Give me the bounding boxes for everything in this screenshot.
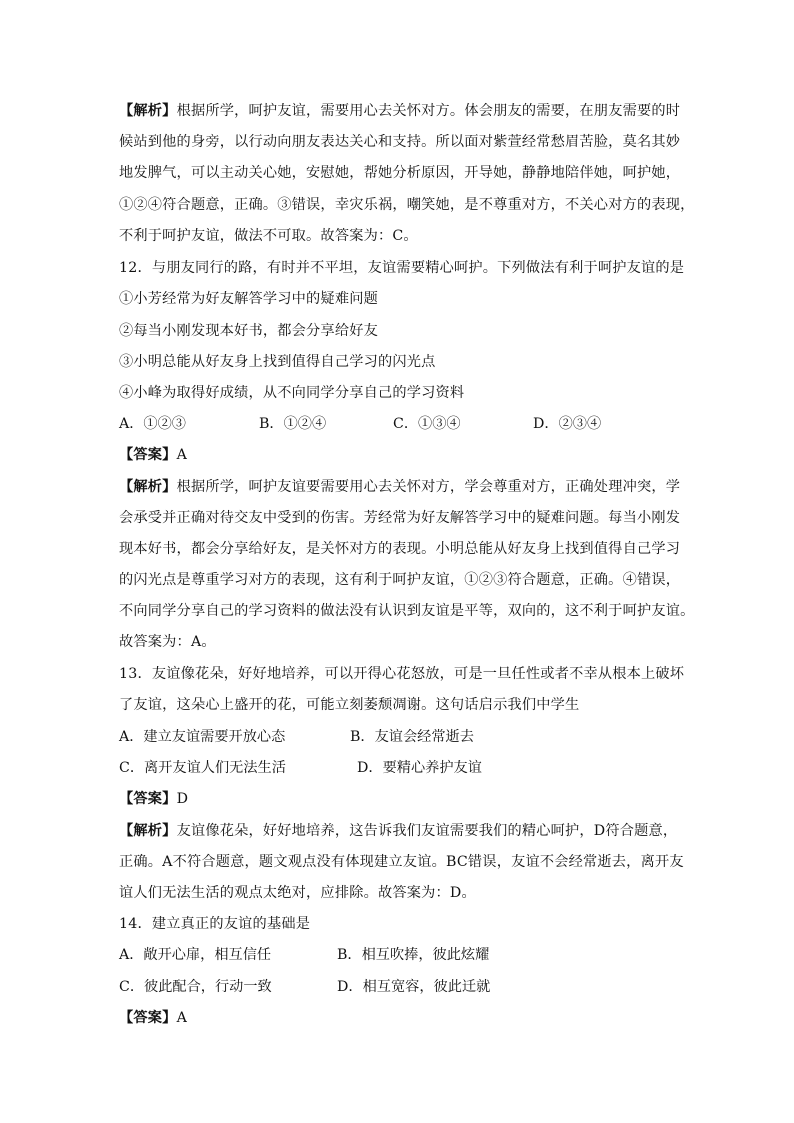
q13-stem-line-1: 13．友谊像花朵，好好地培养，可以开得心花怒放，可是一旦任性或者不幸从根本上破坏 <box>119 666 685 682</box>
q13-stem-line-2: 了友谊，这朵心上盛开的花，可能立刻萎颓凋谢。这句话启示我们中学生 <box>119 697 580 713</box>
q11-analysis-line-1: 【解析】根据所学，呵护友谊，需要用心去关怀对方。体会朋友的需要，在朋友需要的时 <box>119 103 681 119</box>
answer-tag: 【答案】 <box>119 1010 177 1026</box>
q14-option-c: C．彼此配合，行动一致 <box>119 979 272 995</box>
analysis-tag: 【解析】 <box>119 479 177 495</box>
q14-option-a: A．敞开心扉，相互信任 <box>119 947 272 963</box>
q14-answer: 【答案】A <box>119 1010 188 1026</box>
q11-analysis-line-2: 候站到他的身旁，以行动向朋友表达关心和支持。所以面对紫萱经常愁眉苦脸，莫名其妙 <box>119 134 681 150</box>
q12-analysis-line-4: 的闪光点是尊重学习对方的表现，这有利于呵护友谊，①②③符合题意，正确。④错误， <box>119 572 681 588</box>
q13-answer: 【答案】D <box>119 791 189 807</box>
q12-stem: 12．与朋友同行的路，有时并不平坦，友谊需要精心呵护。下列做法有利于呵护友谊的是 <box>119 260 685 276</box>
q12-item-1: ①小芳经常为好友解答学习中的疑难问题 <box>119 291 378 307</box>
q14-option-d: D．相互宽容，彼此迁就 <box>337 979 491 995</box>
q14-option-b: B．相互吹捧，彼此炫耀 <box>337 947 490 963</box>
q13-option-a: A．建立友谊需要开放心态 <box>119 729 286 745</box>
q11-analysis-line-5: 不利于呵护友谊，做法不可取。故答案为：C。 <box>119 228 418 244</box>
q12-analysis-line-3: 现本好书，都会分享给好友，是关怀对方的表现。小明总能从好友身上找到值得自己学习 <box>119 541 681 557</box>
q12-item-3: ③小明总能从好友身上找到值得自己学习的闪光点 <box>119 354 436 370</box>
q12-item-2: ②每当小刚发现本好书，都会分享给好友 <box>119 323 378 339</box>
q12-analysis-line-5: 不向同学分享自己的学习资料的做法没有认识到友谊是平等，双向的，这不利于呵护友谊。 <box>119 603 695 619</box>
answer-tag: 【答案】 <box>119 447 177 463</box>
q12-answer: 【答案】A <box>119 447 188 463</box>
q12-option-d: D．②③④ <box>533 416 602 432</box>
q11-analysis-line-4: ①②④符合题意，正确。③错误，幸灾乐祸，嘲笑她，是不尊重对方，不关心对方的表现， <box>119 197 695 213</box>
q12-item-4: ④小峰为取得好成绩，从不向同学分享自己的学习资料 <box>119 385 465 401</box>
q13-analysis-line-2: 正确。A不符合题意，题文观点没有体现建立友谊。BC错误，友谊不会经常逝去，离开友 <box>119 854 684 870</box>
q12-analysis-line-2: 会承受并正确对待交友中受到的伤害。芳经常为好友解答学习中的疑难问题。每当小刚发 <box>119 510 681 526</box>
q13-analysis-line-1: 【解析】友谊像花朵，好好地培养，这告诉我们友谊需要我们的精心呵护，D符合题意， <box>119 823 678 839</box>
q13-option-d: D．要精心养护友谊 <box>357 760 482 776</box>
q12-analysis-line-6: 故答案为：A。 <box>119 634 216 650</box>
q12-option-c: C．①③④ <box>393 416 461 432</box>
q13-option-c: C．离开友谊人们无法生活 <box>119 760 286 776</box>
q11-analysis-line-3: 地发脾气，可以主动关心她，安慰她，帮她分析原因，开导她，静静地陪伴她，呵护她， <box>119 165 681 181</box>
analysis-tag: 【解析】 <box>119 823 177 839</box>
q12-analysis-line-1: 【解析】根据所学，呵护友谊要需要用心去关怀对方，学会尊重对方，正确处理冲突，学 <box>119 479 681 495</box>
q12-option-b: B．①②④ <box>259 416 327 432</box>
q13-analysis-line-3: 谊人们无法生活的观点太绝对，应排除。故答案为：D。 <box>119 885 476 901</box>
q12-option-a: A．①②③ <box>119 416 186 432</box>
analysis-tag: 【解析】 <box>119 103 177 119</box>
q14-stem: 14．建立真正的友谊的基础是 <box>119 916 311 932</box>
answer-tag: 【答案】 <box>119 791 177 807</box>
q13-option-b: B．友谊会经常逝去 <box>350 729 474 745</box>
